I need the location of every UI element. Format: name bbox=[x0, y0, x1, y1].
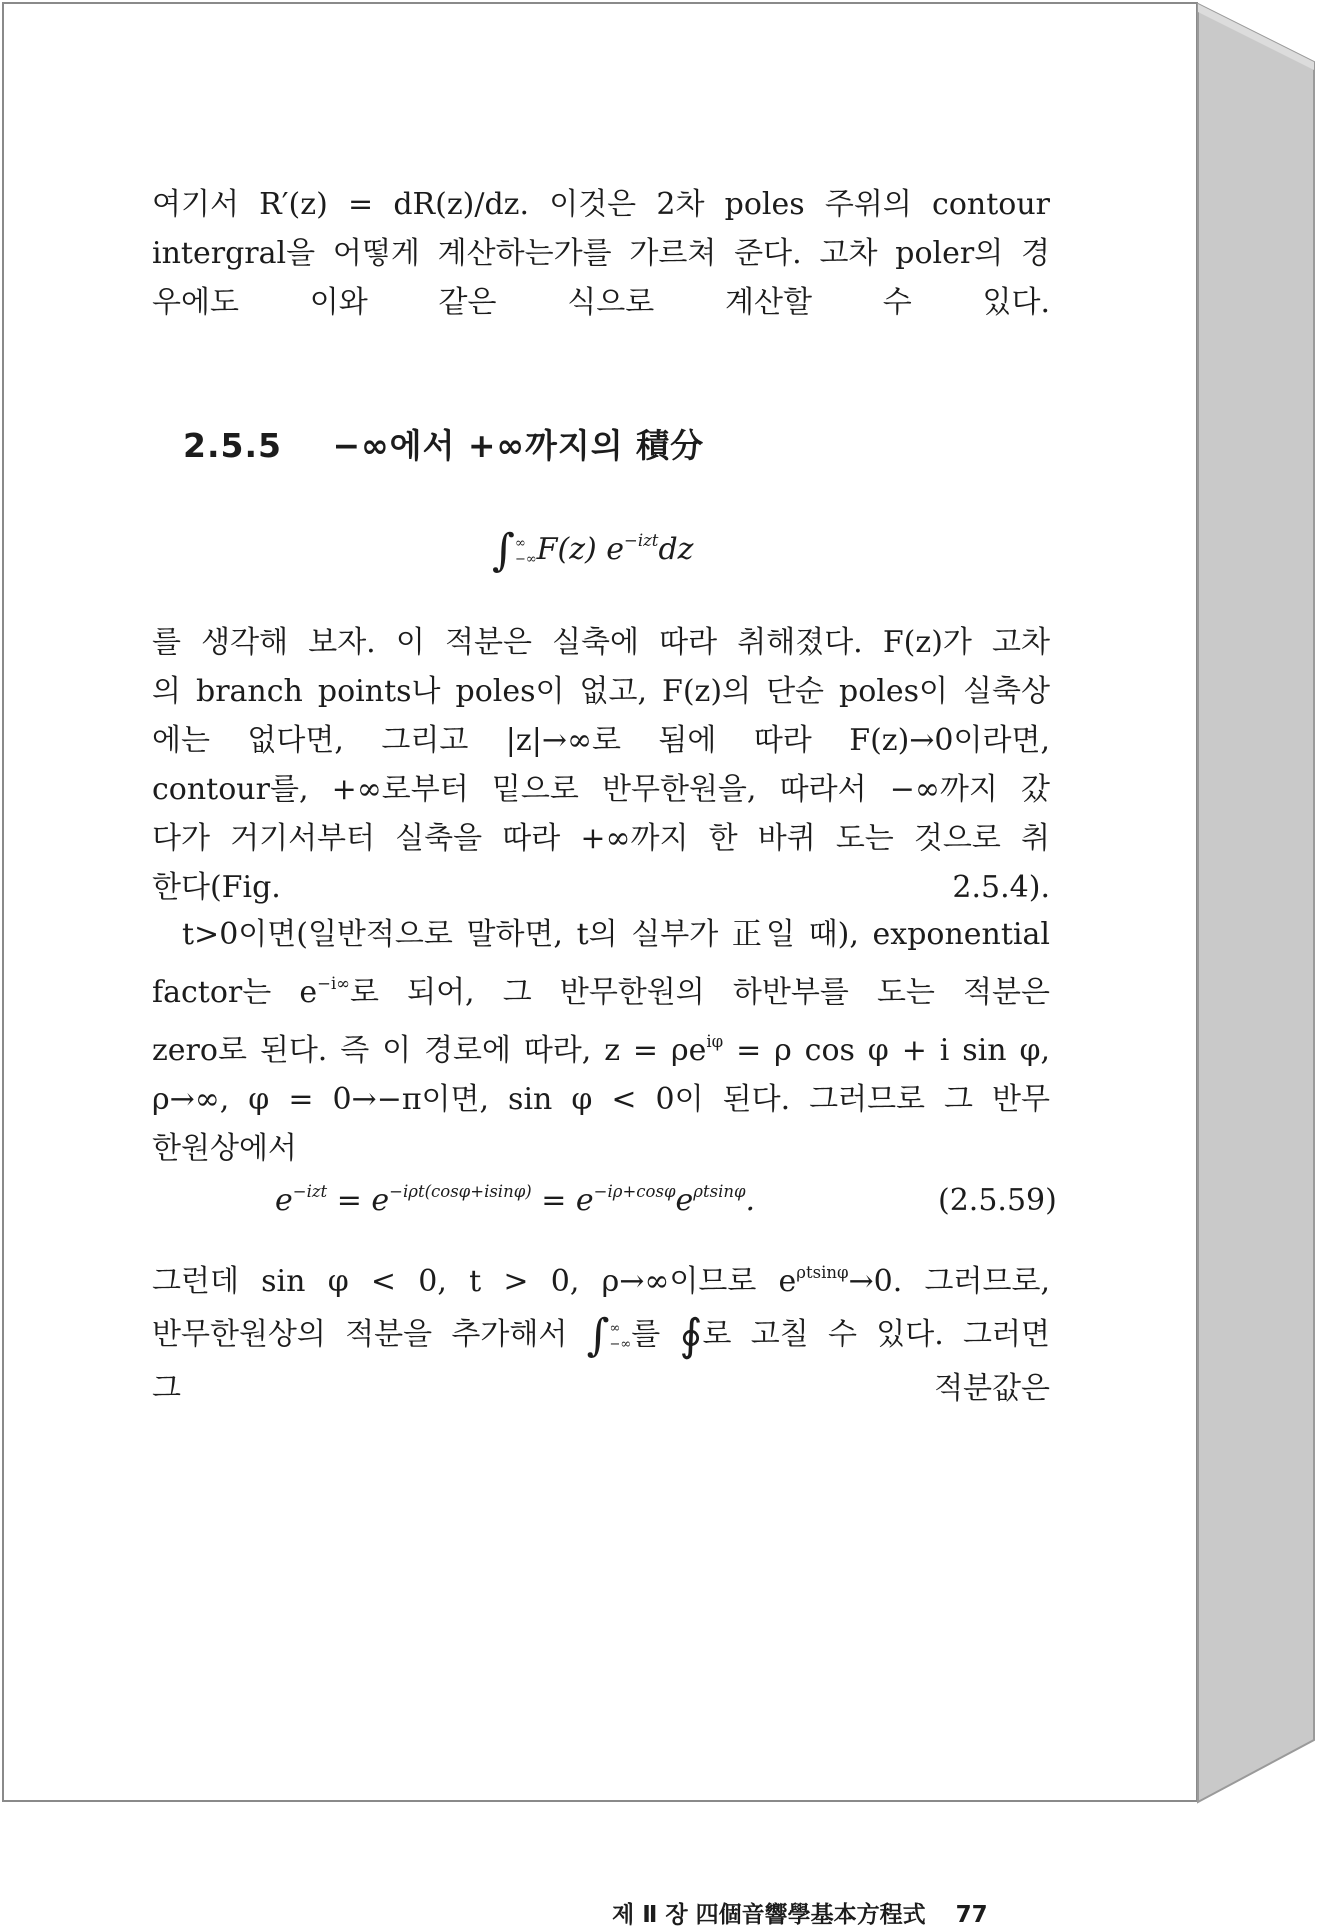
p4-l1-a: 그런데 sin φ < 0, t > 0, ρ→∞이므로 e bbox=[152, 1264, 797, 1300]
paragraph-4-line-1 bbox=[152, 1248, 1050, 1306]
eq-rhs-sup: −iρ+cosφ bbox=[593, 1182, 676, 1201]
paragraph-1 bbox=[152, 180, 1050, 327]
inline-limits bbox=[610, 1321, 632, 1353]
p3-l3-sup: iφ bbox=[706, 1032, 724, 1052]
paragraph-2-line-4: contour를, +∞로부터 밑으로 반무한원을, 따라서 −∞까지 갔 bbox=[152, 772, 1050, 807]
integral-sign-inline: ∫ bbox=[586, 1310, 610, 1362]
p3-l3-b: = ρ cos φ + i sin φ, bbox=[723, 1033, 1050, 1069]
p3-l2-sup: −i∞ bbox=[317, 974, 350, 993]
eq-end: . bbox=[745, 1183, 756, 1219]
footer-page-number: 77 bbox=[955, 1902, 988, 1928]
p4-l2-b: 를 bbox=[631, 1317, 680, 1353]
p3-l2-a: factor는 e bbox=[152, 975, 318, 1011]
paragraph-1-line-3: 우에도 이와 같은 식으로 계산할 수 있다. bbox=[152, 285, 1050, 320]
inline-upper: ∞ bbox=[609, 1321, 621, 1337]
eq-rhs: = e bbox=[531, 1183, 594, 1219]
inline-lower: −∞ bbox=[609, 1337, 632, 1353]
paragraph-3-line-1: t>0이면(일반적으로 말하면, t의 실부가 正일 때), exponential bbox=[182, 917, 1050, 952]
eq-mid-sup: −iρt(cosφ+isinφ) bbox=[389, 1182, 532, 1201]
eq-rhs2: e bbox=[675, 1183, 694, 1219]
lower-limit: −∞ bbox=[514, 552, 537, 567]
paragraph-1-line-1: 여기서 R′(z) = dR(z)/dz. 이것은 2차 poles 주위의 contour bbox=[152, 187, 1050, 222]
paragraph-3-line-4: ρ→∞, φ = 0→−π이면, sin φ < 0이 된다. 그러므로 그 반무 bbox=[152, 1082, 1050, 1118]
paragraph-3-line-2 bbox=[152, 959, 1050, 1017]
paragraph-1-line-2: intergral을 어떻게 계산하는가를 가르쳐 준다. 고차 poler의 경 bbox=[152, 236, 1050, 271]
eq-lhs: e bbox=[275, 1183, 293, 1219]
section-number: 2.5.5 bbox=[183, 426, 282, 465]
equation-number: (2.5.59) bbox=[938, 1183, 1057, 1218]
contour-integral-sign: ∮ bbox=[679, 1310, 703, 1362]
integral-limits bbox=[515, 536, 537, 568]
eq-mid: = e bbox=[327, 1183, 390, 1219]
paragraph-2-line-2: 의 branch points나 poles이 없고, F(z)의 단순 poles이 실축상 bbox=[152, 674, 1050, 709]
integrand: F(z) e bbox=[536, 532, 624, 567]
p4-l1-sup: ρtsinφ bbox=[796, 1263, 849, 1282]
equation-2-5-59 bbox=[275, 1182, 755, 1218]
p3-l2-b: 로 되어, 그 반무한원의 하반부를 도는 적분은 bbox=[349, 975, 1050, 1011]
paragraph-3-line-3 bbox=[152, 1017, 1050, 1075]
paragraph-4 bbox=[152, 1248, 1050, 1413]
p4-l2-c: 로 고칠 수 있다. 그러면 bbox=[702, 1317, 1050, 1353]
paragraph-3-line-5: 한원상에서 bbox=[152, 1131, 297, 1167]
paragraph-4-line-3: 그 적분값은 bbox=[152, 1371, 1050, 1407]
integral-sign: ∫ bbox=[492, 525, 515, 576]
upper-limit: ∞ bbox=[514, 536, 526, 551]
page-footer bbox=[612, 1896, 988, 1929]
section-title: −∞에서 +∞까지의 積分 bbox=[332, 426, 705, 465]
section-heading bbox=[183, 420, 704, 467]
eq-rhs2-sup: ρtsinφ bbox=[693, 1182, 746, 1201]
paragraph-3 bbox=[152, 910, 1050, 1173]
integrand-exponent: −izt bbox=[624, 530, 659, 550]
footer-chapter: 제 Ⅱ 장 四個音響學基本方程式 bbox=[612, 1902, 926, 1928]
paragraph-4-line-2 bbox=[152, 1310, 1050, 1360]
integrand-tail: dz bbox=[658, 532, 694, 567]
paragraph-2-line-6: 한다(Fig. 2.5.4). bbox=[152, 870, 1050, 905]
paragraph-2 bbox=[152, 618, 1050, 912]
paragraph-2-line-5: 다가 거기서부터 실축을 따라 +∞까지 한 바퀴 도는 것으로 취 bbox=[152, 821, 1050, 856]
p4-l1-b: →0. 그러므로, bbox=[848, 1264, 1050, 1300]
integral-formula bbox=[492, 525, 693, 576]
eq-lhs-sup: −izt bbox=[292, 1182, 328, 1201]
paragraph-2-line-3: 에는 없다면, 그리고 |z|→∞로 됨에 따라 F(z)→0이라면, bbox=[152, 723, 1050, 758]
p4-l2-a: 반무한원상의 적분을 추가해서 bbox=[152, 1317, 587, 1353]
paragraph-2-line-1: 를 생각해 보자. 이 적분은 실축에 따라 취해졌다. F(z)가 고차 bbox=[152, 625, 1050, 660]
p3-l3-a: zero로 된다. 즉 이 경로에 따라, z = ρe bbox=[152, 1033, 707, 1069]
